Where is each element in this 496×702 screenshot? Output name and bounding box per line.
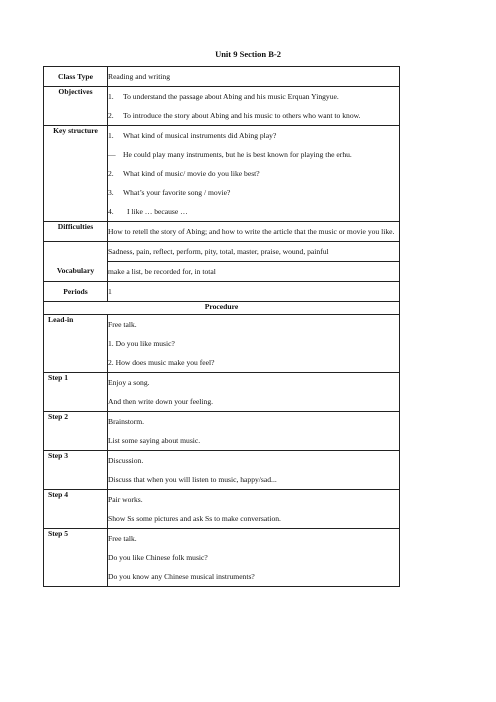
key-structure-text: I like … because … <box>127 207 188 216</box>
step-line: Discuss that when you will listen to music, happy/sad... <box>108 475 277 484</box>
step-line: Show Ss some pictures and ask Ss to make conversation. <box>108 514 281 523</box>
step-label: Step 2 <box>44 412 108 451</box>
step-line: List some saying about music. <box>108 436 201 445</box>
step-label: Step 3 <box>44 451 108 490</box>
objective-item <box>108 106 399 125</box>
step-line: Discussion. <box>108 456 144 465</box>
step-content <box>108 490 400 529</box>
periods-value: 1 <box>108 282 400 302</box>
objective-number: 2. <box>108 111 114 120</box>
objective-text: To understand the passage about Abing and his music Erquan Yingyue. <box>123 92 339 101</box>
class-type-value: Reading and writing <box>108 67 400 87</box>
key-structure-text: What kind of musical instruments did Abing play? <box>123 131 277 140</box>
objective-number: 1. <box>108 92 114 101</box>
step-label: Step 4 <box>44 490 108 529</box>
key-structure-item <box>108 183 399 202</box>
step-line: Brainstorm. <box>108 417 145 426</box>
row-procedure-heading <box>44 302 400 315</box>
row-vocabulary-words <box>44 242 400 262</box>
key-structure-text: What’s your favorite song / movie? <box>123 188 231 197</box>
step-label: Lead-in <box>44 315 108 373</box>
procedure-step-row <box>44 315 400 373</box>
objective-text: To introduce the story about Abing and his music to others who want to know. <box>123 111 361 120</box>
step-content <box>108 412 400 451</box>
objectives-list <box>108 87 400 126</box>
key-structure-number: 4. <box>108 207 114 216</box>
step-label: Step 1 <box>44 373 108 412</box>
step-content <box>108 315 400 373</box>
key-structure-item <box>108 164 399 183</box>
key-structure-text: What kind of music/ movie do you like best? <box>123 169 260 178</box>
step-line: 1. Do you like music? <box>108 339 175 348</box>
step-line: Enjoy a song. <box>108 378 150 387</box>
key-structure-item <box>108 145 399 164</box>
row-difficulties <box>44 222 400 242</box>
step-line: And then write down your feeling. <box>108 397 214 406</box>
step-line: Do you like Chinese folk music? <box>108 553 208 562</box>
row-periods <box>44 282 400 302</box>
key-structure-item <box>108 202 399 221</box>
step-line: Free talk. <box>108 320 137 329</box>
vocabulary-label: Vocabulary <box>44 242 108 282</box>
procedure-step-row <box>44 412 400 451</box>
step-content <box>108 373 400 412</box>
vocabulary-words: Sadness, pain, reflect, perform, pity, total, master, praise, wound, painful <box>108 242 400 262</box>
periods-label: Periods <box>44 282 108 302</box>
objectives-label: Objectives <box>44 87 108 126</box>
procedure-heading: Procedure <box>44 302 400 315</box>
step-label: Step 5 <box>44 529 108 587</box>
key-structure-text: He could play many instruments, but he is best known for playing the erhu. <box>123 150 352 159</box>
row-class-type <box>44 67 400 87</box>
key-structure-number: — <box>108 150 116 159</box>
procedure-step-row <box>44 451 400 490</box>
step-content <box>108 529 400 587</box>
class-type-label: Class Type <box>44 67 108 87</box>
key-structure-number: 2. <box>108 169 114 178</box>
procedure-step-row <box>44 373 400 412</box>
step-line: Do you know any Chinese musical instruments? <box>108 572 255 581</box>
vocabulary-phrases: make a list, be recorded for, in total <box>108 262 400 282</box>
key-structure-number: 1. <box>108 131 114 140</box>
step-line: Free talk. <box>108 534 137 543</box>
key-structure-item <box>108 126 399 145</box>
lesson-plan-table <box>43 66 400 587</box>
row-objectives <box>44 87 400 126</box>
objective-item <box>108 87 399 106</box>
difficulties-label: Difficulties <box>44 222 108 242</box>
difficulties-value: How to retell the story of Abing; and how to write the article that the music or movie you like. <box>108 222 400 242</box>
key-structure-label: Key structure <box>44 126 108 222</box>
row-key-structure <box>44 126 400 222</box>
step-line: 2. How does music make you feel? <box>108 358 215 367</box>
procedure-step-row <box>44 529 400 587</box>
step-content <box>108 451 400 490</box>
procedure-step-row <box>44 490 400 529</box>
key-structure-number: 3. <box>108 188 114 197</box>
step-line: Pair works. <box>108 495 143 504</box>
key-structure-list <box>108 126 400 222</box>
document-title: Unit 9 Section B-2 <box>215 49 281 59</box>
